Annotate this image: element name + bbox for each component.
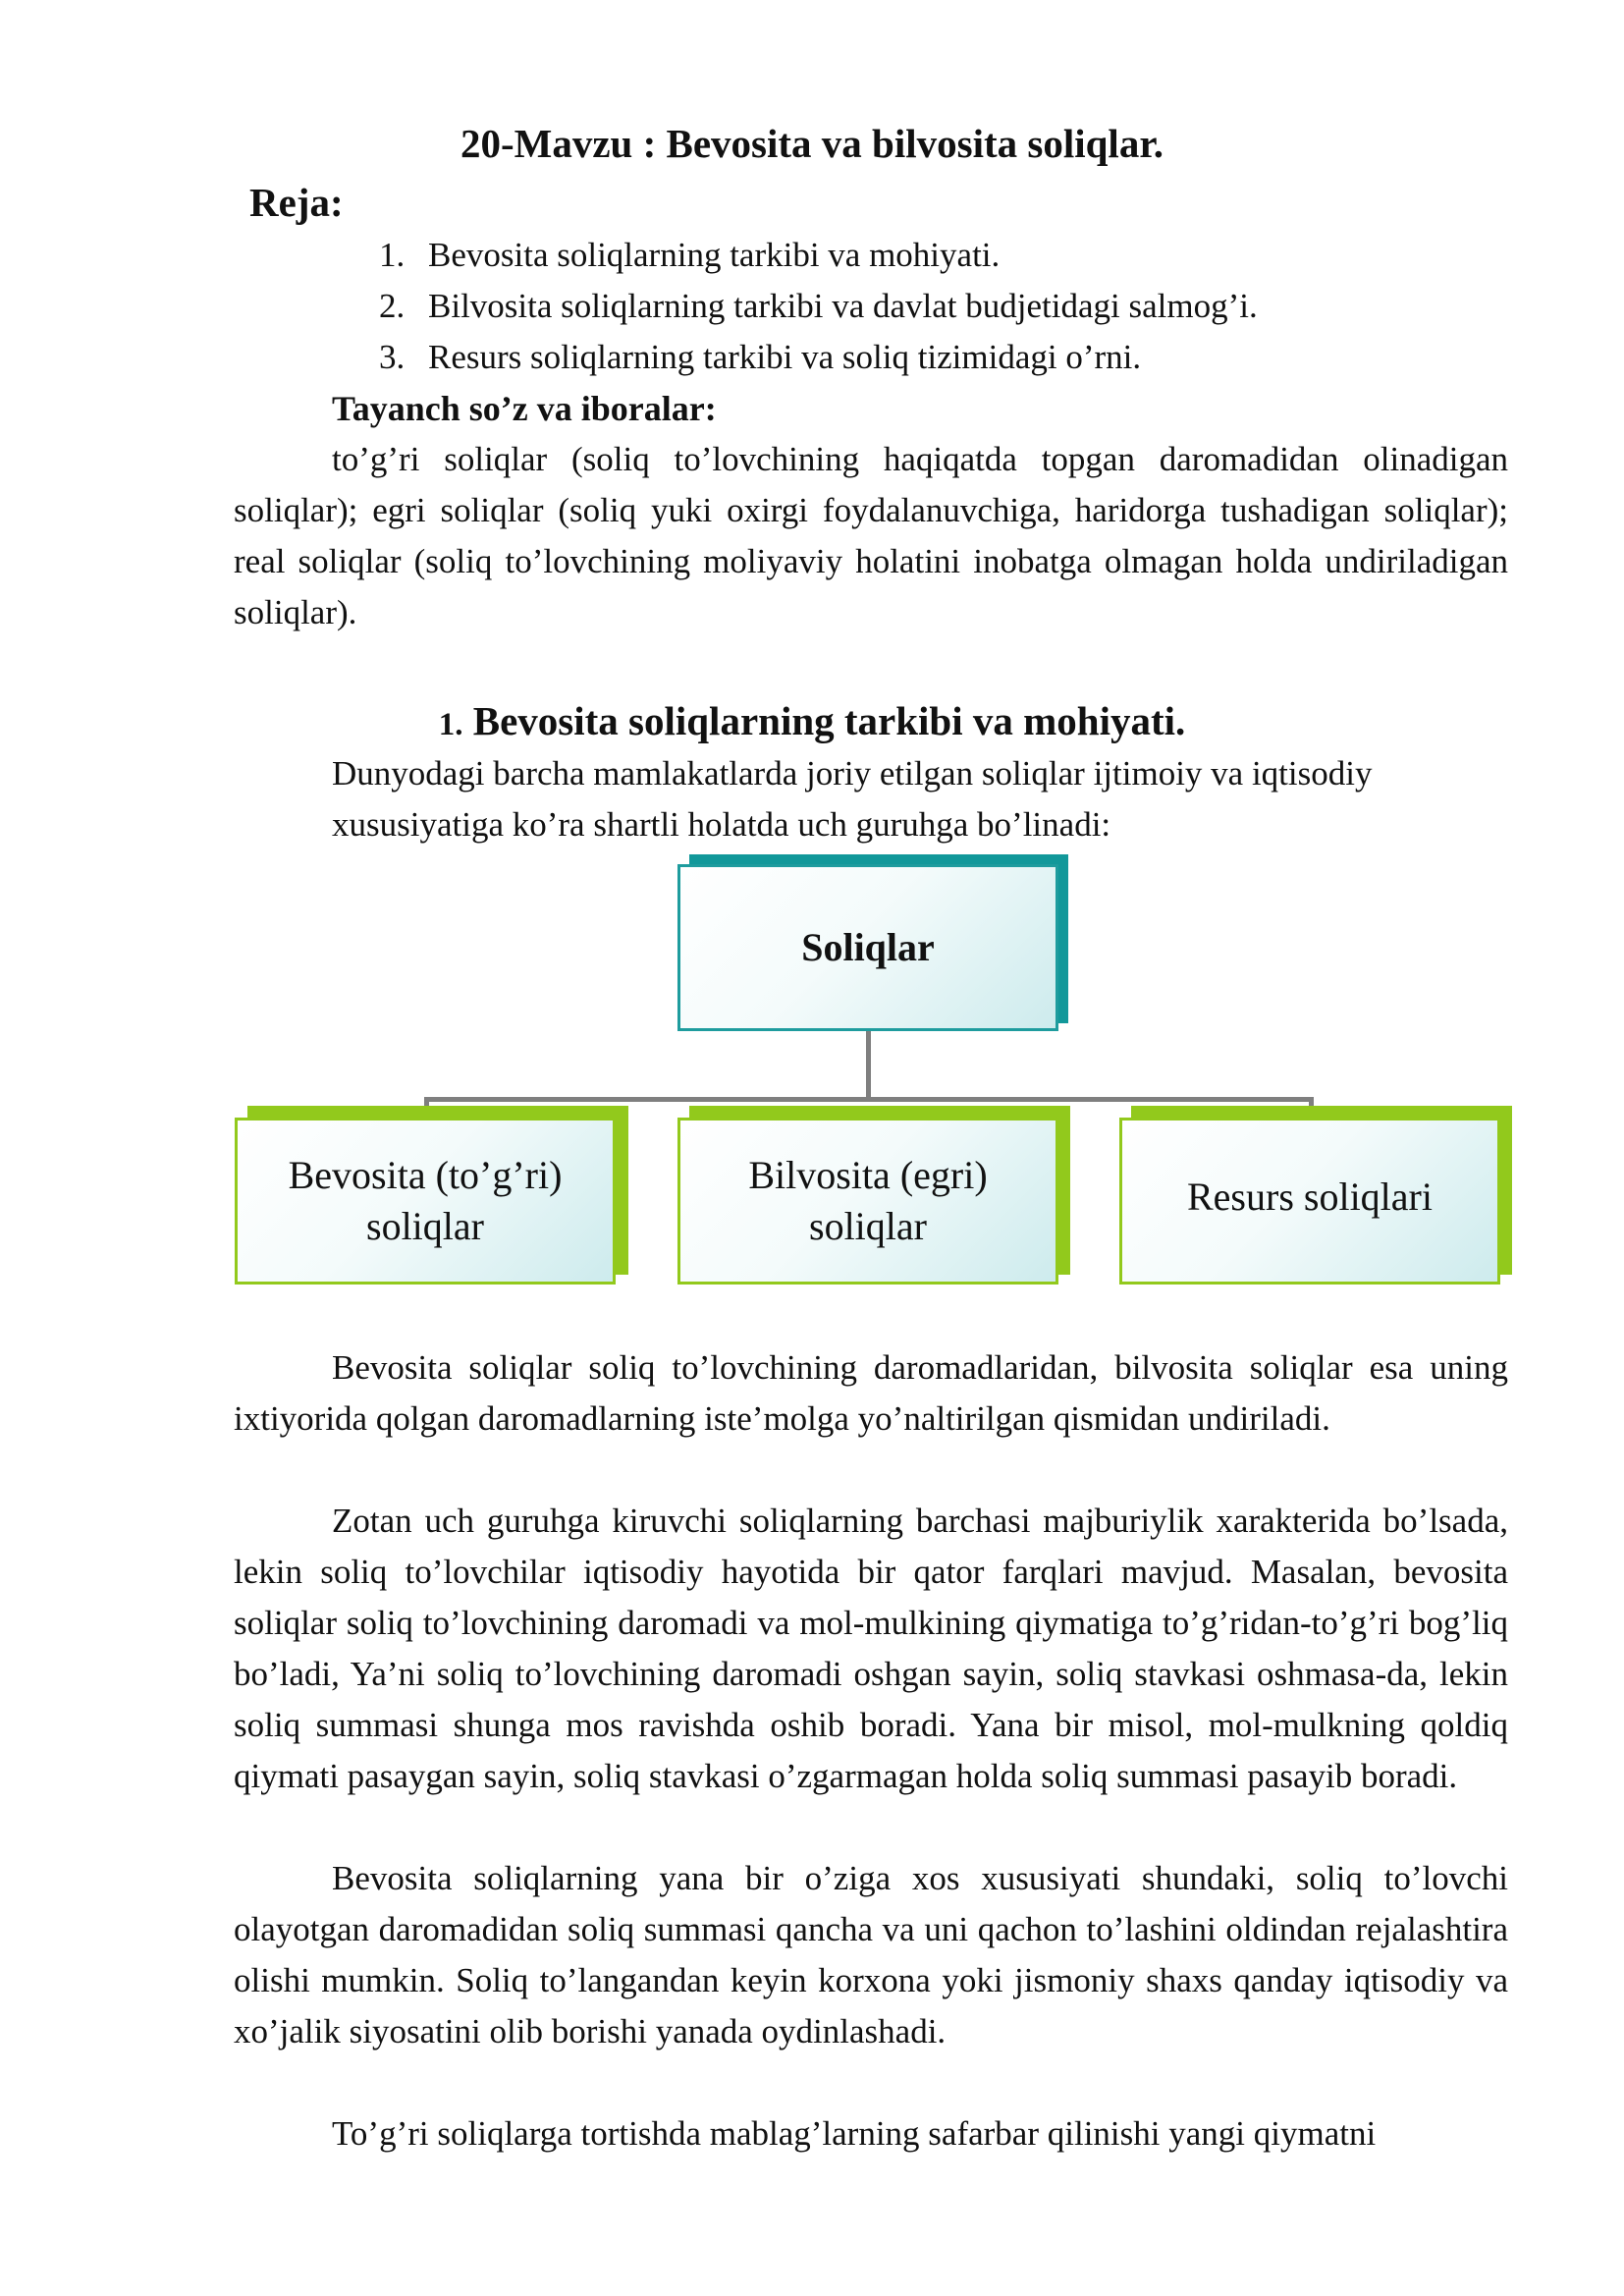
root-box-label: Soliqlar	[801, 925, 935, 969]
plan-item-text: Resurs soliqlarning tarkibi va soliq tizimidagi o’rni.	[428, 338, 1142, 376]
child-box-line1: Resurs soliqlari	[1187, 1175, 1433, 1219]
page-title: 20-Mavzu : Bevosita va bilvosita soliqlar.	[460, 121, 1164, 166]
section-title: Bevosita soliqlarning tarkibi va mohiyati.	[472, 698, 1186, 743]
child-box-direct-taxes	[235, 1118, 616, 1285]
plan-item-number: 1.	[379, 236, 406, 274]
body-paragraph: To’g’ri soliqlarga tortishda mablag’larning safarbar qilinishi yangi qiymatni	[332, 2114, 1377, 2153]
plan-label: Reja:	[249, 180, 344, 225]
section-intro: Dunyodagi barcha mamlakatlarda joriy etilgan soliqlar ijtimoiy va iqtisodiy xususiyatiga ko’ra shartli holatda uch guruhga bo’linadi:	[332, 754, 1373, 844]
keywords-label: Tayanch so’z va iboralar:	[332, 389, 717, 428]
connector-horizontal	[424, 1097, 1314, 1102]
plan-item	[379, 281, 1258, 332]
body-paragraph: Bevosita soliqlarning yana bir o’ziga xos xususiyati shundaki, soliq to’lovchi olayotgan daromadidan soliq summasi qancha va uni qachon to’lashini oldindan rejalashtira olishi mumkin. Soliq to’langandan keyin korxona yoki jismoniy shaxs qanday iqtisodiy va xo’jalik siyosatini olib borishi yanada oydinlashadi.	[234, 1859, 1508, 2050]
child-box-indirect-taxes	[677, 1118, 1058, 1285]
child-box-line2: soliqlar	[366, 1204, 484, 1248]
keywords-paragraph: to’g’ri soliqlar (soliq to’lovchining haqiqatda topgan daromadidan olinadigan soliqlar); egri soliqlar (soliq yuki oxirgi foydalanuvchiga, haridorga tushadigan soliqlar); real soliqlar (soliq to’lovchining moliyaviy holatini inobatga olmagan holda undiriladigan soliqlar).	[234, 440, 1508, 631]
child-box-resource-taxes	[1119, 1118, 1500, 1285]
root-box	[677, 864, 1058, 1031]
plan-item-text: Bilvosita soliqlarning tarkibi va davlat budjetidagi salmog’i.	[428, 287, 1258, 325]
child-box-line2: soliqlar	[809, 1204, 927, 1248]
plan-item-text: Bevosita soliqlarning tarkibi va mohiyati.	[428, 236, 1001, 274]
plan-item-number: 2.	[379, 287, 406, 325]
plan-item	[379, 230, 1258, 281]
plan-item-number: 3.	[379, 338, 406, 376]
plan-list	[379, 230, 1258, 383]
plan-item	[379, 332, 1258, 383]
section-number: 1.	[438, 707, 463, 742]
connector-vertical-root	[866, 1031, 871, 1100]
child-box-line1: Bevosita (to’g’ri)	[288, 1153, 563, 1197]
child-box-line1: Bilvosita (egri)	[748, 1153, 988, 1197]
body-paragraph: Zotan uch guruhga kiruvchi soliqlarning barchasi majburiylik xarakterida bo’lsada, lekin soliq to’lovchilar iqtisodiy hayotida bir qator farqlari mavjud. Masalan, bevosita soliqlar soliq to’lovchining daromadi va mol-mulkining qiymatiga to’g’ridan-to’g’ri bog’liq bo’ladi, Ya’ni soliq to’lovchining daromadi oshgan sayin, soliq stavkasi oshmasa-da, lekin soliq summasi shunga mos ravishda oshib boradi. Yana bir misol, mol-mulkning qoldiq qiymati pasaygan sayin, soliq stavkasi o’zgarmagan holda soliq summasi pasayib boradi.	[234, 1502, 1508, 1795]
section-heading	[0, 693, 1624, 752]
body-paragraph: Bevosita soliqlar soliq to’lovchining daromadlaridan, bilvosita soliqlar esa uning ixtiyorida qolgan daromadlarning iste’molga yo’naltirilgan qismidan undiriladi.	[234, 1348, 1508, 1438]
